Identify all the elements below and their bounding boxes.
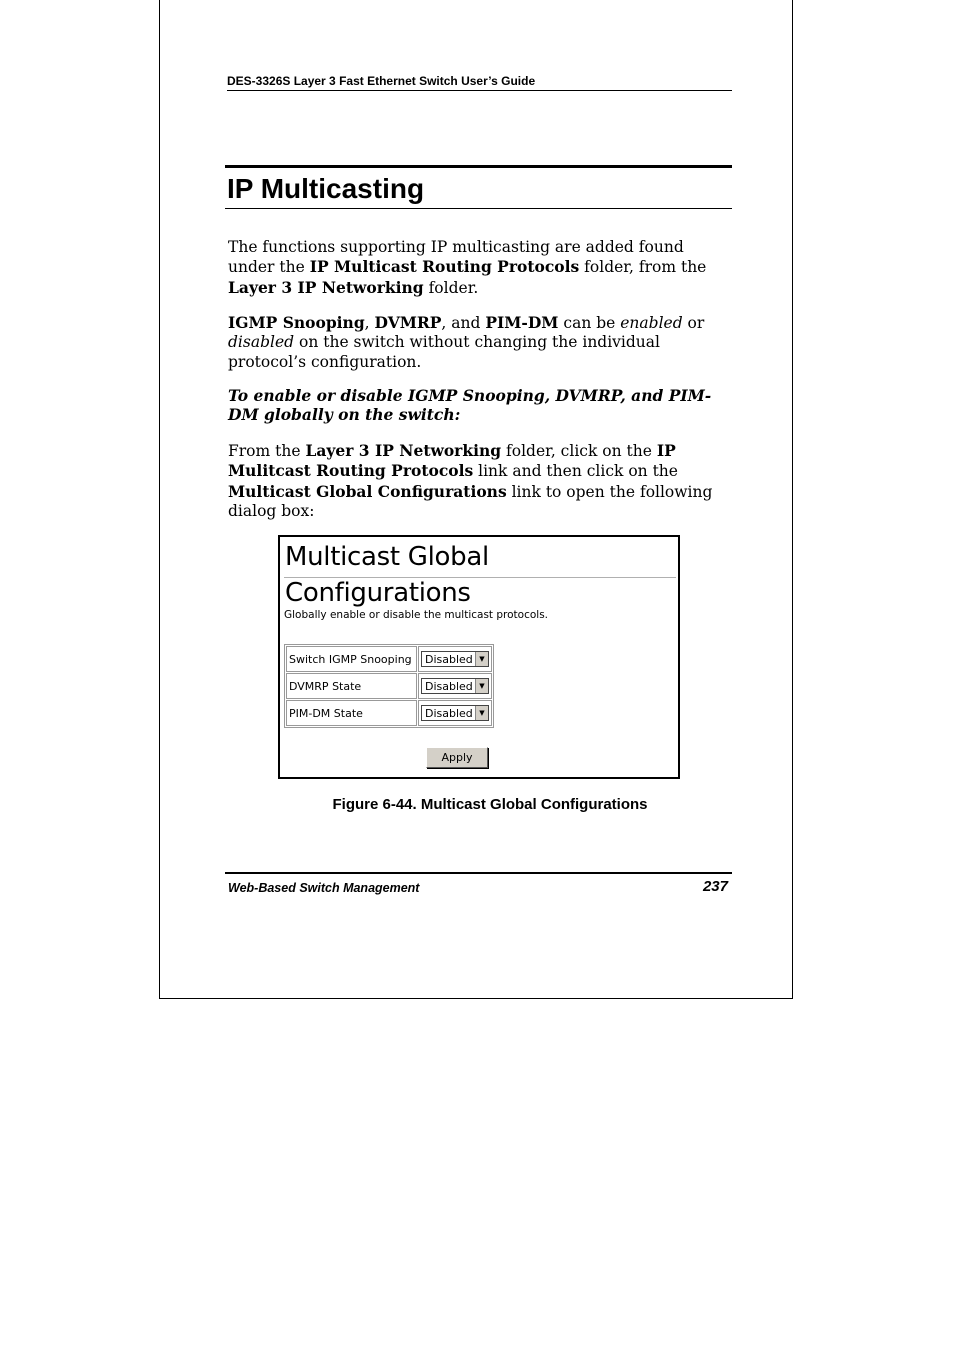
procedure-heading: To enable or disable IGMP Snooping, DVMRP, and PIM-DM globally on the switch: xyxy=(228,386,712,425)
text-run: Layer 3 IP Networking xyxy=(305,441,502,460)
text-run: From the xyxy=(228,442,306,460)
text-run: folder. xyxy=(423,278,479,297)
dvmrp-state-select[interactable] xyxy=(421,678,489,694)
dialog-title: Multicast Global Configurations xyxy=(285,542,489,608)
select-value: Disabled xyxy=(425,652,473,666)
text-run: PIM-DM xyxy=(485,313,559,332)
text-run: folder, click on the xyxy=(501,442,657,460)
text-run: Multicast Global Configurations xyxy=(228,481,507,501)
text-run: on the switch without changing the individual protocol’s configuration. xyxy=(228,333,660,371)
title-rule-top xyxy=(225,165,732,168)
text-run: can be xyxy=(558,314,621,332)
dialog-divider xyxy=(284,577,676,578)
table-row xyxy=(286,673,492,699)
text-run: IGMP Snooping xyxy=(228,313,365,332)
apply-button[interactable]: Apply xyxy=(426,747,488,768)
config-table xyxy=(284,644,494,728)
paragraph-protocols xyxy=(228,313,728,372)
row-label: Switch IGMP Snooping xyxy=(286,646,417,672)
text-run: disabled xyxy=(228,333,295,352)
dialog-description: Globally enable or disable the multicast protocols. xyxy=(284,609,549,621)
footer-rule xyxy=(225,872,732,874)
table-row xyxy=(286,646,492,672)
paragraph-intro xyxy=(228,238,728,298)
row-label: PIM-DM State xyxy=(286,700,417,726)
text-run: , xyxy=(364,314,375,332)
text-run: link to open the following dialog box: xyxy=(228,482,713,520)
select-value: Disabled xyxy=(425,706,473,720)
text-run: Layer 3 IP Networking xyxy=(228,277,424,297)
section-title: IP Multicasting xyxy=(227,173,425,204)
text-run: enabled xyxy=(620,314,683,332)
title-rule-bottom xyxy=(225,208,732,209)
text-run: IP Mulitcast Routing Protocols xyxy=(228,441,676,481)
text-run: The functions supporting IP multicasting are added found under the xyxy=(228,238,684,277)
text-run: folder, from the xyxy=(579,258,707,277)
running-header: DES-3326S Layer 3 Fast Ethernet Switch User’s Guide xyxy=(227,74,732,91)
pim-dm-state-select[interactable] xyxy=(421,705,489,721)
page-number: 237 xyxy=(702,878,728,895)
table-row xyxy=(286,700,492,726)
chevron-down-icon[interactable]: ▼ xyxy=(475,652,488,666)
chevron-down-icon[interactable]: ▼ xyxy=(475,706,488,720)
select-value: Disabled xyxy=(425,679,473,693)
text-run: link and then click on the xyxy=(473,462,678,481)
text-run: DVMRP xyxy=(374,313,442,332)
text-run: IP Multicast Routing Protocols xyxy=(309,257,580,277)
paragraph-instructions xyxy=(228,441,728,521)
row-label: DVMRP State xyxy=(286,673,417,699)
multicast-global-config-dialog xyxy=(278,535,680,779)
text-run: , and xyxy=(441,314,486,332)
text-run: or xyxy=(682,314,705,332)
figure-caption: Figure 6-44. Multicast Global Configurations xyxy=(332,796,648,813)
igmp-snooping-select[interactable] xyxy=(421,651,489,667)
footer-section-title: Web-Based Switch Management xyxy=(228,881,420,895)
chevron-down-icon[interactable]: ▼ xyxy=(475,679,488,693)
